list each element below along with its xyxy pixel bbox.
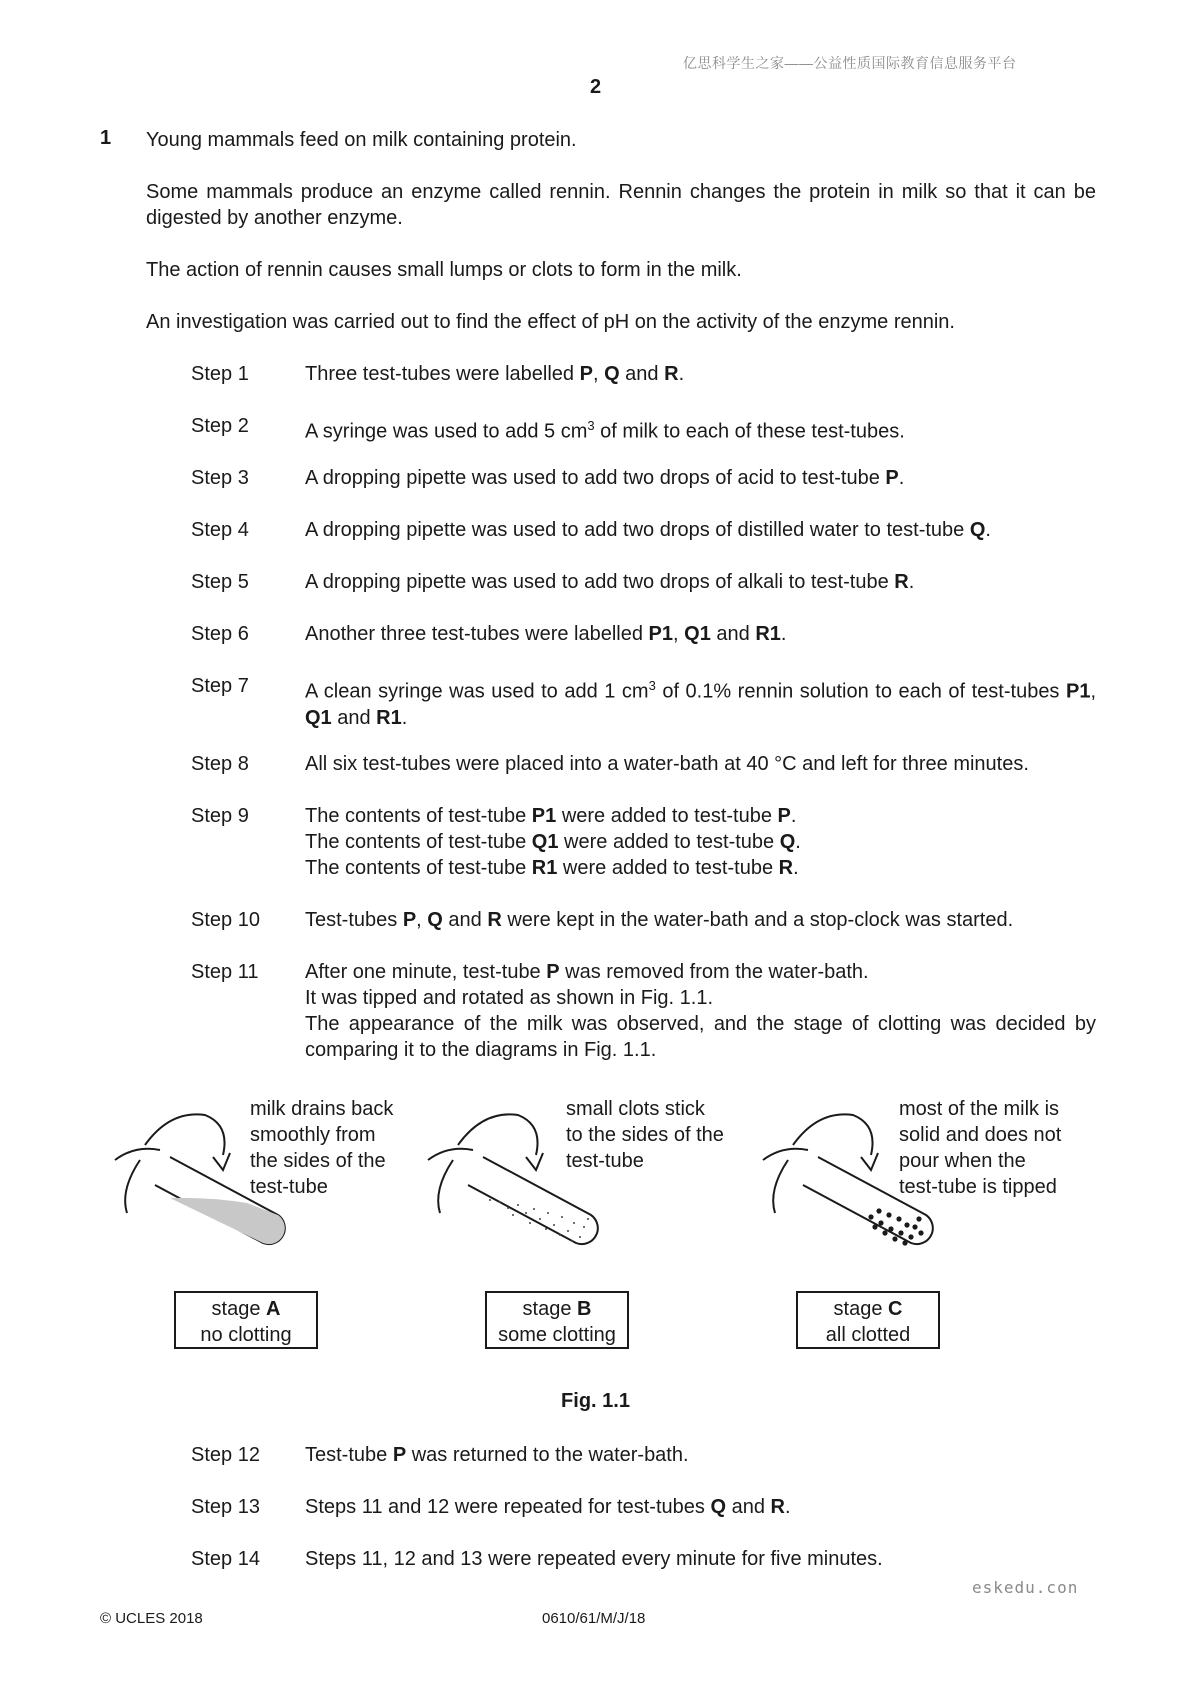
stage-c-box <box>796 1291 940 1349</box>
step-label: Step 5 <box>191 571 249 593</box>
step-label: Step 4 <box>191 519 249 541</box>
stage-status: all clotted <box>825 1324 911 1346</box>
step-line: The contents of test-tube Q1 were added to test-tube Q. <box>305 831 801 853</box>
step-line: The contents of test-tube R1 were added to test-tube R. <box>305 857 799 879</box>
page-number: 2 <box>589 76 602 98</box>
stage-b-description <box>566 1096 724 1174</box>
step-text <box>305 959 1096 1063</box>
step-line: The appearance of the milk was observed, and the stage of clotting was decided by comparing it to the diagrams in Fig. 1.1. <box>305 1013 1096 1061</box>
description-line: solid and does not <box>899 1124 1062 1146</box>
step-line: Another three test-tubes were labelled P1, Q1 and R1. <box>305 623 787 645</box>
step-label: Step 8 <box>191 753 249 775</box>
step-label: Step 12 <box>191 1444 260 1466</box>
step-text <box>305 361 1096 387</box>
step-label: Step 3 <box>191 467 249 489</box>
description-line: test-tube is tipped <box>899 1176 1057 1198</box>
step-line: A syringe was used to add 5 $cm^3$ of milk to each of these test-tubes. <box>305 418 905 443</box>
step-label: Step 9 <box>191 805 249 827</box>
description-line: test-tube <box>250 1176 328 1198</box>
step-line: It was tipped and rotated as shown in Fig. 1.1. <box>305 987 714 1009</box>
stage-letter: C <box>888 1298 903 1320</box>
step-text <box>305 673 1096 731</box>
description-line: pour when the <box>899 1150 1026 1172</box>
step-text <box>305 751 1096 777</box>
step-line: A clean syringe was used to add 1 $cm^3$ of 0.1% rennin solution to each of test-tubes P1, Q1 and R1. <box>305 678 1097 729</box>
step-line: The contents of test-tube P1 were added to test-tube P. <box>305 805 797 827</box>
step-line: Test-tube P was returned to the water-bath. <box>305 1444 689 1466</box>
description-line: smoothly from <box>250 1124 376 1146</box>
intro-paragraph: Some mammals produce an enzyme called rennin. Rennin changes the protein in milk so that it can be digested by another enzyme. <box>146 181 1096 229</box>
step-label: Step 13 <box>191 1496 260 1518</box>
step-line: After one minute, test-tube P was removed from the water-bath. <box>305 961 869 983</box>
paper-code: 0610/61/M/J/18 <box>542 1610 646 1627</box>
step-text <box>305 517 1096 543</box>
step-label: Step 14 <box>191 1548 260 1570</box>
step-line: A dropping pipette was used to add two drops of alkali to test-tube R. <box>305 571 915 593</box>
step-line: All six test-tubes were placed into a water-bath at 40 °C and left for three minutes. <box>305 753 1029 775</box>
stage-word: stage <box>211 1298 261 1320</box>
step-line: Three test-tubes were labelled P, Q and R. <box>305 363 685 385</box>
question-number: 1 <box>100 127 112 149</box>
figure-caption: Fig. 1.1 <box>561 1390 630 1412</box>
step-label: Step 2 <box>191 415 249 437</box>
stage-a-box <box>174 1291 318 1349</box>
step-text <box>305 803 1096 881</box>
copyright: © UCLES 2018 <box>100 1610 203 1627</box>
stage-status: no clotting <box>200 1324 292 1346</box>
stage-b-box <box>485 1291 629 1349</box>
step-label: Step 1 <box>191 363 249 385</box>
step-text <box>305 413 1096 445</box>
description-line: the sides of the <box>250 1150 386 1172</box>
description-line: milk drains back <box>250 1098 394 1120</box>
description-line: small clots stick <box>566 1098 705 1120</box>
step-label: Step 6 <box>191 623 249 645</box>
step-text <box>305 907 1096 933</box>
step-label: Step 10 <box>191 909 260 931</box>
intro-paragraph: Young mammals feed on milk containing protein. <box>146 129 577 151</box>
description-line: most of the milk is <box>899 1098 1060 1120</box>
step-label: Step 11 <box>191 961 259 983</box>
intro-paragraph: The action of rennin causes small lumps or clots to form in the milk. <box>146 259 742 281</box>
step-text <box>305 569 1096 595</box>
header-watermark: 亿思科学生之家——公益性质国际教育信息服务平台 <box>683 55 1017 71</box>
stage-word: stage <box>833 1298 883 1320</box>
step-text <box>305 1494 1096 1520</box>
step-text <box>305 465 1096 491</box>
stage-a-description <box>250 1096 393 1200</box>
footer-watermark: eskedu.con <box>972 1578 1079 1597</box>
stage-letter: A <box>266 1298 281 1320</box>
step-label: Step 7 <box>191 675 249 697</box>
description-line: test-tube <box>566 1150 644 1172</box>
step-line: Test-tubes P, Q and R were kept in the water-bath and a stop-clock was started. <box>305 909 1014 931</box>
stage-word: stage <box>522 1298 572 1320</box>
description-line: to the sides of the <box>566 1124 724 1146</box>
step-text <box>305 1442 1096 1468</box>
step-text <box>305 621 1096 647</box>
step-text <box>305 1546 1096 1572</box>
stage-letter: B <box>577 1298 592 1320</box>
step-line: A dropping pipette was used to add two drops of distilled water to test-tube Q. <box>305 519 991 541</box>
step-line: A dropping pipette was used to add two drops of acid to test-tube P. <box>305 467 905 489</box>
step-line: Steps 11, 12 and 13 were repeated every minute for five minutes. <box>305 1548 883 1570</box>
step-line: Steps 11 and 12 were repeated for test-tubes Q and R. <box>305 1496 791 1518</box>
intro-paragraph: An investigation was carried out to find the effect of pH on the activity of the enzyme rennin. <box>146 311 955 333</box>
stage-c-description <box>899 1096 1061 1200</box>
stage-status: some clotting <box>498 1324 616 1346</box>
